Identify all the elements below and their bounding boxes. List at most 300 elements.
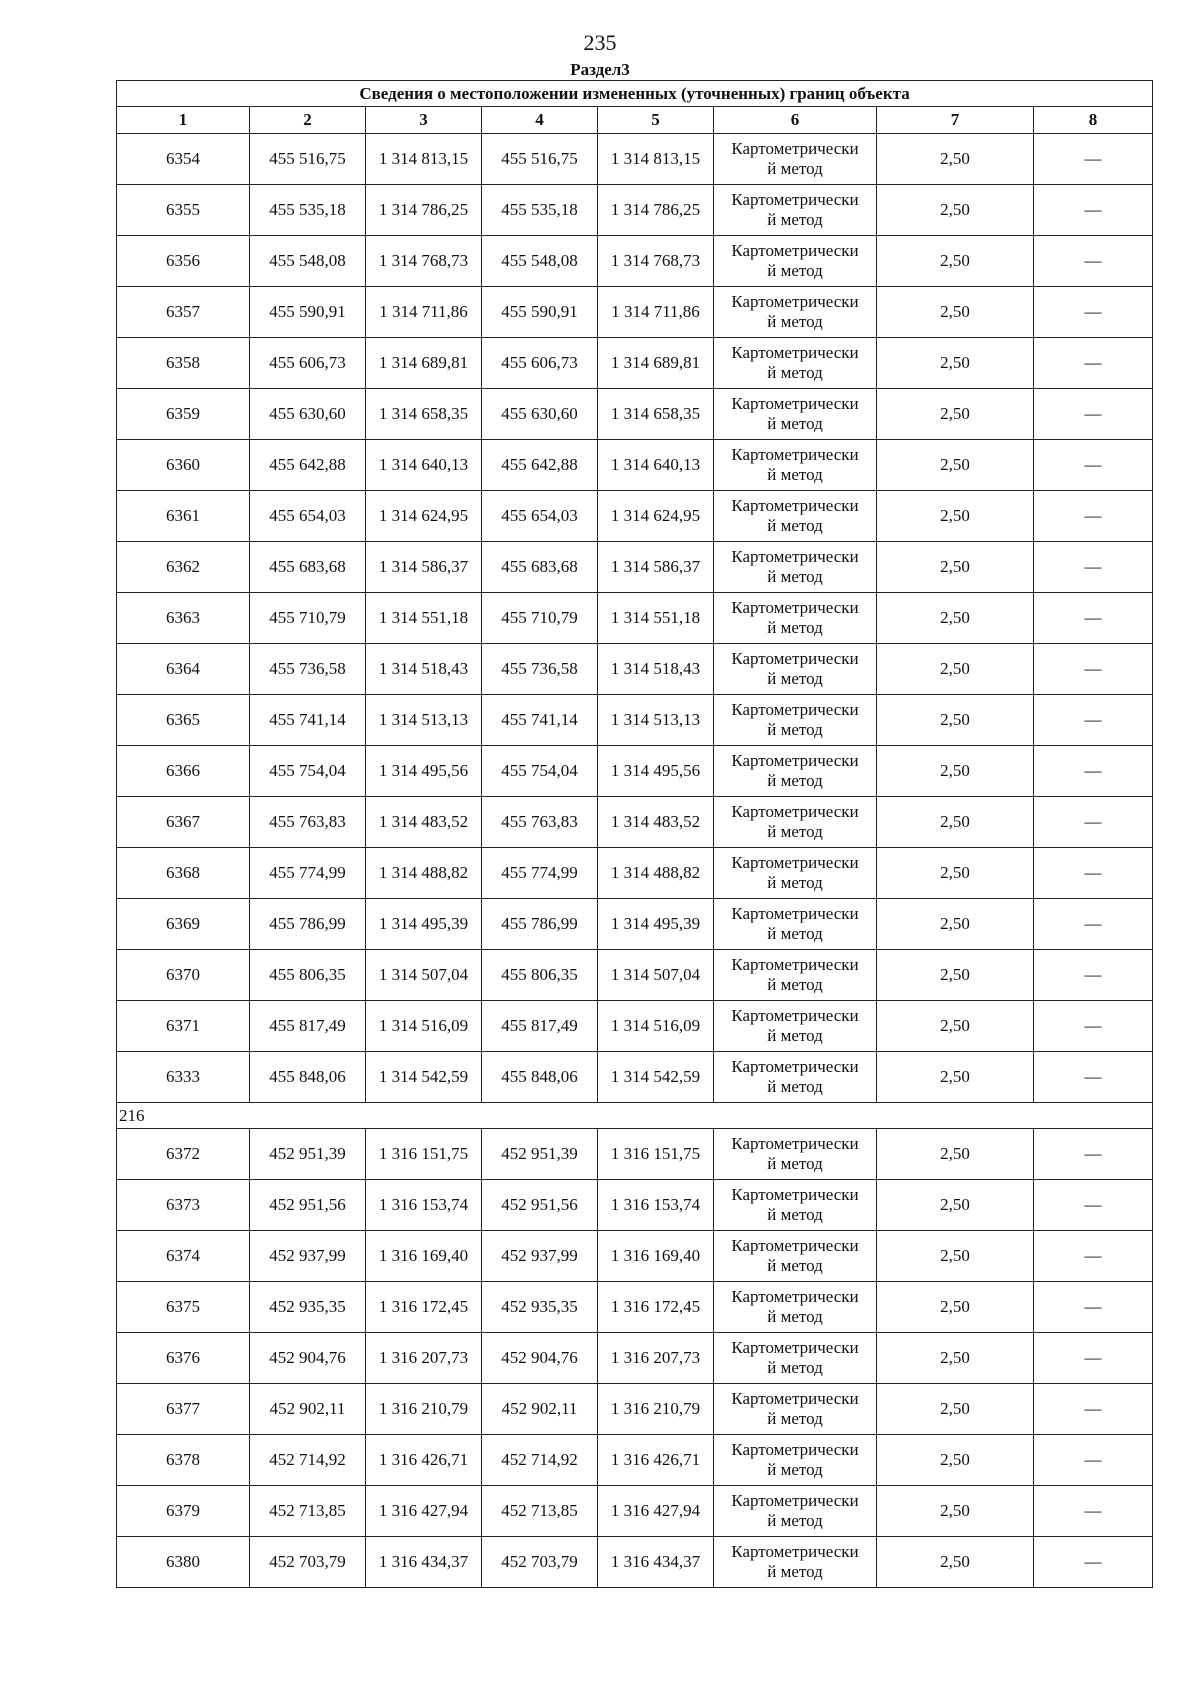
y-new-cell: 1 314 516,09	[598, 1001, 714, 1052]
precision-cell: 2,50	[877, 389, 1034, 440]
y-old-cell: 1 316 151,75	[366, 1129, 482, 1180]
y-new-cell: 1 314 640,13	[598, 440, 714, 491]
method-line-2: й метод	[767, 1460, 823, 1479]
x-old-cell: 455 606,73	[250, 338, 366, 389]
point-number-cell: 6374	[117, 1231, 250, 1282]
description-cell: —	[1034, 1052, 1153, 1103]
precision-cell: 2,50	[877, 1001, 1034, 1052]
table-row	[117, 1129, 1153, 1180]
column-header: 5	[598, 107, 714, 134]
table-row	[117, 593, 1153, 644]
method-line-1: Картометрически	[731, 1236, 859, 1255]
table-row	[117, 848, 1153, 899]
method-line-2: й метод	[767, 1562, 823, 1581]
precision-cell: 2,50	[877, 695, 1034, 746]
x-old-cell: 455 642,88	[250, 440, 366, 491]
point-number-cell: 6362	[117, 542, 250, 593]
table-row	[117, 1282, 1153, 1333]
precision-cell: 2,50	[877, 134, 1034, 185]
point-number-cell: 6377	[117, 1384, 250, 1435]
table-caption: Сведения о местоположении измененных (уточненных) границ объекта	[117, 81, 1153, 107]
description-cell: —	[1034, 440, 1153, 491]
x-new-cell: 455 786,99	[482, 899, 598, 950]
table-row	[117, 1001, 1153, 1052]
table-row	[117, 950, 1153, 1001]
y-new-cell: 1 316 169,40	[598, 1231, 714, 1282]
x-old-cell: 455 817,49	[250, 1001, 366, 1052]
point-number-cell: 6356	[117, 236, 250, 287]
y-old-cell: 1 314 624,95	[366, 491, 482, 542]
x-old-cell: 452 714,92	[250, 1435, 366, 1486]
table-row	[117, 695, 1153, 746]
table-row	[117, 1333, 1153, 1384]
x-old-cell: 452 937,99	[250, 1231, 366, 1282]
precision-cell: 2,50	[877, 491, 1034, 542]
method-line-1: Картометрически	[731, 598, 859, 617]
description-cell: —	[1034, 695, 1153, 746]
y-new-cell: 1 314 495,39	[598, 899, 714, 950]
description-cell: —	[1034, 1537, 1153, 1588]
method-line-1: Картометрически	[731, 700, 859, 719]
point-number-cell: 6371	[117, 1001, 250, 1052]
x-old-cell: 455 710,79	[250, 593, 366, 644]
y-new-cell: 1 316 434,37	[598, 1537, 714, 1588]
method-cell	[714, 1052, 877, 1103]
x-new-cell: 455 736,58	[482, 644, 598, 695]
table-row	[117, 1486, 1153, 1537]
y-new-cell: 1 314 483,52	[598, 797, 714, 848]
precision-cell: 2,50	[877, 542, 1034, 593]
point-number-cell: 6367	[117, 797, 250, 848]
page-number: 235	[583, 30, 617, 55]
method-line-2: й метод	[767, 618, 823, 637]
method-cell	[714, 950, 877, 1001]
description-cell: —	[1034, 134, 1153, 185]
description-cell: —	[1034, 950, 1153, 1001]
method-cell	[714, 1231, 877, 1282]
method-cell	[714, 1129, 877, 1180]
method-line-1: Картометрически	[731, 445, 859, 464]
method-line-1: Картометрически	[731, 649, 859, 668]
table-row	[117, 491, 1153, 542]
point-number-cell: 6369	[117, 899, 250, 950]
precision-cell: 2,50	[877, 185, 1034, 236]
y-old-cell: 1 316 210,79	[366, 1384, 482, 1435]
method-line-1: Картометрически	[731, 343, 859, 362]
method-cell	[714, 644, 877, 695]
point-number-cell: 6380	[117, 1537, 250, 1588]
column-header: 7	[877, 107, 1034, 134]
method-cell	[714, 236, 877, 287]
x-new-cell: 452 951,56	[482, 1180, 598, 1231]
y-old-cell: 1 316 427,94	[366, 1486, 482, 1537]
method-line-1: Картометрически	[731, 241, 859, 260]
method-line-1: Картометрически	[731, 853, 859, 872]
table-row	[117, 797, 1153, 848]
x-old-cell: 455 736,58	[250, 644, 366, 695]
x-old-cell: 455 786,99	[250, 899, 366, 950]
precision-cell: 2,50	[877, 848, 1034, 899]
x-old-cell: 455 806,35	[250, 950, 366, 1001]
description-cell: —	[1034, 848, 1153, 899]
y-old-cell: 1 316 169,40	[366, 1231, 482, 1282]
method-line-2: й метод	[767, 822, 823, 841]
section-title: Раздел3	[570, 60, 630, 79]
column-header: 4	[482, 107, 598, 134]
column-header: 8	[1034, 107, 1153, 134]
table-row	[117, 644, 1153, 695]
x-new-cell: 455 516,75	[482, 134, 598, 185]
description-cell: —	[1034, 287, 1153, 338]
point-number-cell: 6354	[117, 134, 250, 185]
x-old-cell: 455 683,68	[250, 542, 366, 593]
method-line-2: й метод	[767, 1307, 823, 1326]
x-new-cell: 455 683,68	[482, 542, 598, 593]
description-cell: —	[1034, 899, 1153, 950]
group-label: 216	[117, 1103, 1153, 1129]
point-number-cell: 6359	[117, 389, 250, 440]
method-line-2: й метод	[767, 1409, 823, 1428]
x-new-cell: 455 710,79	[482, 593, 598, 644]
description-cell: —	[1034, 797, 1153, 848]
method-cell	[714, 389, 877, 440]
method-line-2: й метод	[767, 1358, 823, 1377]
y-new-cell: 1 314 551,18	[598, 593, 714, 644]
method-cell	[714, 1282, 877, 1333]
y-new-cell: 1 314 542,59	[598, 1052, 714, 1103]
x-new-cell: 455 741,14	[482, 695, 598, 746]
precision-cell: 2,50	[877, 236, 1034, 287]
y-new-cell: 1 316 172,45	[598, 1282, 714, 1333]
precision-cell: 2,50	[877, 1435, 1034, 1486]
method-line-2: й метод	[767, 516, 823, 535]
table-row	[117, 1052, 1153, 1103]
y-old-cell: 1 314 483,52	[366, 797, 482, 848]
y-new-cell: 1 314 711,86	[598, 287, 714, 338]
point-number-cell: 6333	[117, 1052, 250, 1103]
x-old-cell: 455 590,91	[250, 287, 366, 338]
y-old-cell: 1 316 153,74	[366, 1180, 482, 1231]
y-old-cell: 1 314 551,18	[366, 593, 482, 644]
x-new-cell: 452 703,79	[482, 1537, 598, 1588]
method-line-2: й метод	[767, 261, 823, 280]
y-old-cell: 1 316 426,71	[366, 1435, 482, 1486]
point-number-cell: 6376	[117, 1333, 250, 1384]
point-number-cell: 6361	[117, 491, 250, 542]
method-line-1: Картометрически	[731, 1338, 859, 1357]
table-row	[117, 287, 1153, 338]
precision-cell: 2,50	[877, 899, 1034, 950]
x-old-cell: 455 763,83	[250, 797, 366, 848]
y-old-cell: 1 314 507,04	[366, 950, 482, 1001]
method-line-2: й метод	[767, 363, 823, 382]
method-cell	[714, 185, 877, 236]
x-old-cell: 452 713,85	[250, 1486, 366, 1537]
method-line-2: й метод	[767, 567, 823, 586]
description-cell: —	[1034, 593, 1153, 644]
y-new-cell: 1 314 813,15	[598, 134, 714, 185]
precision-cell: 2,50	[877, 287, 1034, 338]
method-line-1: Картометрически	[731, 1006, 859, 1025]
method-cell	[714, 287, 877, 338]
x-new-cell: 452 902,11	[482, 1384, 598, 1435]
x-old-cell: 452 951,56	[250, 1180, 366, 1231]
point-number-cell: 6379	[117, 1486, 250, 1537]
y-new-cell: 1 314 658,35	[598, 389, 714, 440]
y-old-cell: 1 316 434,37	[366, 1537, 482, 1588]
method-line-1: Картометрически	[731, 1491, 859, 1510]
description-cell: —	[1034, 542, 1153, 593]
description-cell: —	[1034, 1001, 1153, 1052]
method-cell	[714, 1384, 877, 1435]
precision-cell: 2,50	[877, 1180, 1034, 1231]
table-row	[117, 338, 1153, 389]
x-new-cell: 452 937,99	[482, 1231, 598, 1282]
method-line-2: й метод	[767, 1205, 823, 1224]
description-cell: —	[1034, 1435, 1153, 1486]
method-cell	[714, 1001, 877, 1052]
table-row	[117, 134, 1153, 185]
method-cell	[714, 695, 877, 746]
x-new-cell: 455 535,18	[482, 185, 598, 236]
description-cell: —	[1034, 1180, 1153, 1231]
description-cell: —	[1034, 1333, 1153, 1384]
description-cell: —	[1034, 1384, 1153, 1435]
table-row	[117, 1180, 1153, 1231]
y-old-cell: 1 314 495,39	[366, 899, 482, 950]
description-cell: —	[1034, 1231, 1153, 1282]
method-cell	[714, 491, 877, 542]
x-old-cell: 455 630,60	[250, 389, 366, 440]
description-cell: —	[1034, 1486, 1153, 1537]
precision-cell: 2,50	[877, 1384, 1034, 1435]
point-number-cell: 6370	[117, 950, 250, 1001]
table-row	[117, 1435, 1153, 1486]
x-old-cell: 452 935,35	[250, 1282, 366, 1333]
description-cell: —	[1034, 185, 1153, 236]
method-line-1: Картометрически	[731, 955, 859, 974]
x-new-cell: 452 713,85	[482, 1486, 598, 1537]
x-old-cell: 455 774,99	[250, 848, 366, 899]
x-new-cell: 455 754,04	[482, 746, 598, 797]
y-old-cell: 1 316 172,45	[366, 1282, 482, 1333]
table-row	[117, 542, 1153, 593]
method-cell	[714, 746, 877, 797]
x-new-cell: 455 848,06	[482, 1052, 598, 1103]
point-number-cell: 6378	[117, 1435, 250, 1486]
x-new-cell: 455 606,73	[482, 338, 598, 389]
method-line-2: й метод	[767, 414, 823, 433]
method-cell	[714, 797, 877, 848]
method-line-1: Картометрически	[731, 547, 859, 566]
method-cell	[714, 1435, 877, 1486]
y-old-cell: 1 314 488,82	[366, 848, 482, 899]
precision-cell: 2,50	[877, 1537, 1034, 1588]
point-number-cell: 6372	[117, 1129, 250, 1180]
method-line-2: й метод	[767, 1026, 823, 1045]
method-line-1: Картометрически	[731, 1287, 859, 1306]
point-number-cell: 6360	[117, 440, 250, 491]
x-old-cell: 455 848,06	[250, 1052, 366, 1103]
method-line-1: Картометрически	[731, 1185, 859, 1204]
y-new-cell: 1 314 689,81	[598, 338, 714, 389]
y-old-cell: 1 314 711,86	[366, 287, 482, 338]
method-line-2: й метод	[767, 975, 823, 994]
point-number-cell: 6363	[117, 593, 250, 644]
method-cell	[714, 542, 877, 593]
table-row	[117, 440, 1153, 491]
column-header: 2	[250, 107, 366, 134]
y-old-cell: 1 314 542,59	[366, 1052, 482, 1103]
method-line-1: Картометрически	[731, 1389, 859, 1408]
description-cell: —	[1034, 746, 1153, 797]
method-line-1: Картометрически	[731, 292, 859, 311]
point-number-cell: 6373	[117, 1180, 250, 1231]
x-new-cell: 455 630,60	[482, 389, 598, 440]
y-old-cell: 1 314 518,43	[366, 644, 482, 695]
x-old-cell: 452 904,76	[250, 1333, 366, 1384]
y-new-cell: 1 314 495,56	[598, 746, 714, 797]
precision-cell: 2,50	[877, 746, 1034, 797]
table-row	[117, 236, 1153, 287]
precision-cell: 2,50	[877, 1052, 1034, 1103]
table-row	[117, 1537, 1153, 1588]
y-new-cell: 1 316 427,94	[598, 1486, 714, 1537]
y-new-cell: 1 316 210,79	[598, 1384, 714, 1435]
group-row	[117, 1103, 1153, 1129]
point-number-cell: 6364	[117, 644, 250, 695]
x-new-cell: 455 548,08	[482, 236, 598, 287]
method-line-1: Картометрически	[731, 496, 859, 515]
method-cell	[714, 440, 877, 491]
y-new-cell: 1 314 786,25	[598, 185, 714, 236]
point-number-cell: 6358	[117, 338, 250, 389]
y-old-cell: 1 316 207,73	[366, 1333, 482, 1384]
y-old-cell: 1 314 495,56	[366, 746, 482, 797]
point-number-cell: 6355	[117, 185, 250, 236]
precision-cell: 2,50	[877, 950, 1034, 1001]
precision-cell: 2,50	[877, 593, 1034, 644]
x-old-cell: 455 754,04	[250, 746, 366, 797]
precision-cell: 2,50	[877, 440, 1034, 491]
method-line-2: й метод	[767, 1154, 823, 1173]
method-line-2: й метод	[767, 312, 823, 331]
table-body	[117, 134, 1153, 1588]
method-line-2: й метод	[767, 1256, 823, 1275]
table-row	[117, 1384, 1153, 1435]
table-row	[117, 899, 1153, 950]
column-header: 3	[366, 107, 482, 134]
y-old-cell: 1 314 516,09	[366, 1001, 482, 1052]
method-cell	[714, 1486, 877, 1537]
description-cell: —	[1034, 644, 1153, 695]
method-line-1: Картометрически	[731, 1440, 859, 1459]
y-old-cell: 1 314 786,25	[366, 185, 482, 236]
description-cell: —	[1034, 1129, 1153, 1180]
precision-cell: 2,50	[877, 1129, 1034, 1180]
y-new-cell: 1 316 153,74	[598, 1180, 714, 1231]
x-new-cell: 452 714,92	[482, 1435, 598, 1486]
point-number-cell: 6366	[117, 746, 250, 797]
y-old-cell: 1 314 689,81	[366, 338, 482, 389]
x-new-cell: 452 935,35	[482, 1282, 598, 1333]
method-cell	[714, 1180, 877, 1231]
y-old-cell: 1 314 586,37	[366, 542, 482, 593]
method-line-2: й метод	[767, 873, 823, 892]
method-line-2: й метод	[767, 771, 823, 790]
x-old-cell: 455 548,08	[250, 236, 366, 287]
x-old-cell: 455 535,18	[250, 185, 366, 236]
x-new-cell: 455 654,03	[482, 491, 598, 542]
method-cell	[714, 1333, 877, 1384]
method-line-2: й метод	[767, 210, 823, 229]
method-line-2: й метод	[767, 465, 823, 484]
description-cell: —	[1034, 338, 1153, 389]
x-new-cell: 455 642,88	[482, 440, 598, 491]
precision-cell: 2,50	[877, 1282, 1034, 1333]
y-new-cell: 1 314 768,73	[598, 236, 714, 287]
description-cell: —	[1034, 1282, 1153, 1333]
method-cell	[714, 848, 877, 899]
x-new-cell: 455 590,91	[482, 287, 598, 338]
x-new-cell: 455 806,35	[482, 950, 598, 1001]
y-new-cell: 1 314 488,82	[598, 848, 714, 899]
y-old-cell: 1 314 513,13	[366, 695, 482, 746]
method-cell	[714, 134, 877, 185]
coordinates-table	[116, 80, 1153, 1588]
precision-cell: 2,50	[877, 338, 1034, 389]
method-line-1: Картометрически	[731, 802, 859, 821]
y-new-cell: 1 316 207,73	[598, 1333, 714, 1384]
x-old-cell: 452 902,11	[250, 1384, 366, 1435]
method-line-1: Картометрически	[731, 190, 859, 209]
table-row	[117, 1231, 1153, 1282]
method-line-1: Картометрически	[731, 751, 859, 770]
precision-cell: 2,50	[877, 1231, 1034, 1282]
point-number-cell: 6368	[117, 848, 250, 899]
x-old-cell: 452 951,39	[250, 1129, 366, 1180]
method-line-2: й метод	[767, 1511, 823, 1530]
method-line-1: Картометрически	[731, 1134, 859, 1153]
point-number-cell: 6375	[117, 1282, 250, 1333]
column-header-row	[117, 107, 1153, 134]
y-new-cell: 1 314 624,95	[598, 491, 714, 542]
precision-cell: 2,50	[877, 1486, 1034, 1537]
method-line-1: Картометрически	[731, 904, 859, 923]
method-line-1: Картометрически	[731, 1057, 859, 1076]
x-old-cell: 455 741,14	[250, 695, 366, 746]
precision-cell: 2,50	[877, 797, 1034, 848]
table-row	[117, 185, 1153, 236]
description-cell: —	[1034, 491, 1153, 542]
x-new-cell: 455 763,83	[482, 797, 598, 848]
precision-cell: 2,50	[877, 1333, 1034, 1384]
x-old-cell: 452 703,79	[250, 1537, 366, 1588]
method-line-2: й метод	[767, 669, 823, 688]
y-old-cell: 1 314 640,13	[366, 440, 482, 491]
y-new-cell: 1 314 586,37	[598, 542, 714, 593]
column-header: 6	[714, 107, 877, 134]
y-old-cell: 1 314 768,73	[366, 236, 482, 287]
y-old-cell: 1 314 813,15	[366, 134, 482, 185]
method-cell	[714, 1537, 877, 1588]
x-old-cell: 455 516,75	[250, 134, 366, 185]
table-row	[117, 389, 1153, 440]
x-new-cell: 452 904,76	[482, 1333, 598, 1384]
x-new-cell: 452 951,39	[482, 1129, 598, 1180]
method-line-2: й метод	[767, 720, 823, 739]
method-line-2: й метод	[767, 159, 823, 178]
